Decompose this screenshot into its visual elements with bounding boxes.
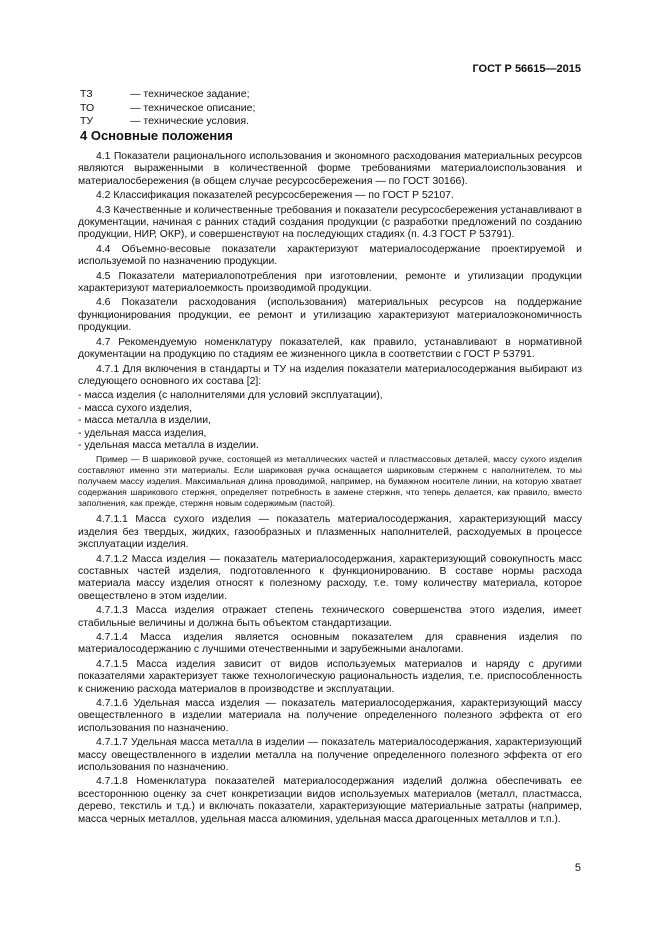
section-body xyxy=(78,151,582,828)
paragraph-4-2: 4.2 Классификация показателей ресурсосбережения — по ГОСТ Р 52107. xyxy=(96,190,454,202)
paragraph-4-7-1-6: 4.7.1.6 Удельная масса изделия — показатель материалосодержания, характеризующий массу овеществленного в изделии материала на получение определенного полезного эффекта от его использования по назначению. xyxy=(78,698,582,734)
abbreviations-list xyxy=(80,88,255,129)
paragraph-4-7-1-4: 4.7.1.4 Масса изделия является основным показателем для сравнения изделия по материалосодержанию с лучшими отечественными и зарубежными аналогами. xyxy=(78,632,582,656)
abbreviation-row xyxy=(80,102,255,116)
indicator-list xyxy=(78,390,582,452)
abbreviation-row xyxy=(80,115,255,129)
paragraph-4-7: 4.7 Рекомендуемую номенклатуру показателей, как правило, устанавливают в нормативной документации на продукцию по стадиям ее жизненного цикла в соответствии с ГОСТ Р 53791. xyxy=(78,336,582,361)
list-item: - удельная масса изделия, xyxy=(78,427,207,439)
paragraph-4-1: 4.1 Показатели рационального использования и экономного расходования материальных ресурсов являются выраженными в количественной форме требованиями материалоиспользования и материалосбережения (в общем случае ресурсосбережения — по ГОСТ 30166). xyxy=(78,151,582,187)
paragraph-4-7-1: 4.7.1 Для включения в стандарты и ТУ на изделия показатели материалосодержания выбирают из следующего основного их состава [2]: xyxy=(78,363,582,387)
paragraph-4-7-1-8: 4.7.1.8 Номенклатура показателей материалосодержания изделий должна обеспечивать ее всестороннюю оценку за счет конкретизации видов используемых материалов (металл, пластмасса, дерево, текстиль и т.д.) и включать показатели, характеризующие материальные затраты (например, масса черных металлов, удельная масса алюминия, удельная масса драгоценных металлов и т.п.). xyxy=(78,776,582,825)
abbreviation-text: — технические условия. xyxy=(130,115,249,127)
abbreviation-key: ТЗ xyxy=(80,88,93,100)
paragraph-4-5: 4.5 Показатели материалопотребления при изготовлении, ремонте и утилизации продукции характеризуют материалоемкость производимой продукции. xyxy=(78,270,582,295)
list-item: - удельная масса металла в изделии. xyxy=(78,439,259,451)
list-item: - масса металла в изделии, xyxy=(78,415,211,427)
paragraph-4-7-1-2: 4.7.1.2 Масса изделия — показатель материалосодержания, характеризующий совокупность масс составных частей изделия, подготовленного к функционированию. В составе нормы расхода материала массу изделия относят к полезному расходу, т.е. тому количеству материала, которое овеществлено в этом изделии. xyxy=(78,553,582,602)
abbreviation-text: — техническое описание; xyxy=(130,101,256,114)
abbreviation-text: — техническое задание; xyxy=(130,88,250,100)
paragraph-4-7-1-1: 4.7.1.1 Масса сухого изделия — показатель материалосодержания, характеризующий массу изделия без твердых, жидких, газообразных и плазменных наполнителей, расходуемых в процессе эксплуатации изделия. xyxy=(78,514,582,551)
paragraph-4-4: 4.4 Объемно-весовые показатели характеризуют материалосодержание проектируемой и используемой по назначению продукции. xyxy=(78,243,582,268)
abbreviation-row xyxy=(80,88,255,102)
list-item: - масса сухого изделия, xyxy=(78,402,193,414)
paragraph-4-6: 4.6 Показатели расходования (использования) материальных ресурсов на поддержание функционирования продукции, ее ремонт и утилизацию характеризуют материалоэкономичность продукции. xyxy=(78,297,582,334)
standard-code-header: ГОСТ Р 56615—2015 xyxy=(472,63,581,75)
paragraph-4-3: 4.3 Качественные и количественные требования и показатели ресурсосбережения устанавливают в документации, начиная с ранних стадий создания продукции (с разработки предложений по созданию продукции, НИР, ОКР), и совершенствуют на последующих стадиях (п. 4.3 ГОСТ Р 53791). xyxy=(78,204,582,241)
paragraph-4-7-1-3: 4.7.1.3 Масса изделия отражает степень технического совершенства этого изделия, имеет стабильные величины и должна быть объектом стандартизации. xyxy=(78,605,582,629)
paragraph-4-7-1-5: 4.7.1.5 Масса изделия зависит от видов используемых материалов и наряду с другими показателями характеризует также технологическую рациональность изделия, т.е. приспособленность к снижению расхода материалов в производстве и эксплуатации. xyxy=(78,658,582,695)
paragraph-4-7-1-7: 4.7.1.7 Удельная масса металла в изделии — показатель материалосодержания, характеризующий массу овеществленного в изделии металла на получение определенного полезного эффекта от его использования по назначению. xyxy=(78,737,582,774)
abbreviation-key: ТО xyxy=(80,101,95,114)
abbreviation-key: ТУ xyxy=(80,115,94,127)
example-note: Пример — В шариковой ручке, состоящей из металлических частей и пластмассовых деталей, массу сухого изделия составляют именно эти материалы. Если шариковая ручка оснащается шариковым стержнем с наполнителем, то мы получаем массу изделия. Максимальная длина проводимой, например, на бумажном носителе линии, на которую хватает содержания шарикового стержня, определяет потребность в замене стержня, что теперь делается, как правило, вместо заполнения, как прежде, стержня новым содержимым (пастой). xyxy=(78,454,582,509)
list-item: - масса изделия (с наполнителями для условий эксплуатации), xyxy=(78,390,383,402)
section-title: 4 Основные положения xyxy=(80,128,233,143)
page-number: 5 xyxy=(574,862,581,874)
